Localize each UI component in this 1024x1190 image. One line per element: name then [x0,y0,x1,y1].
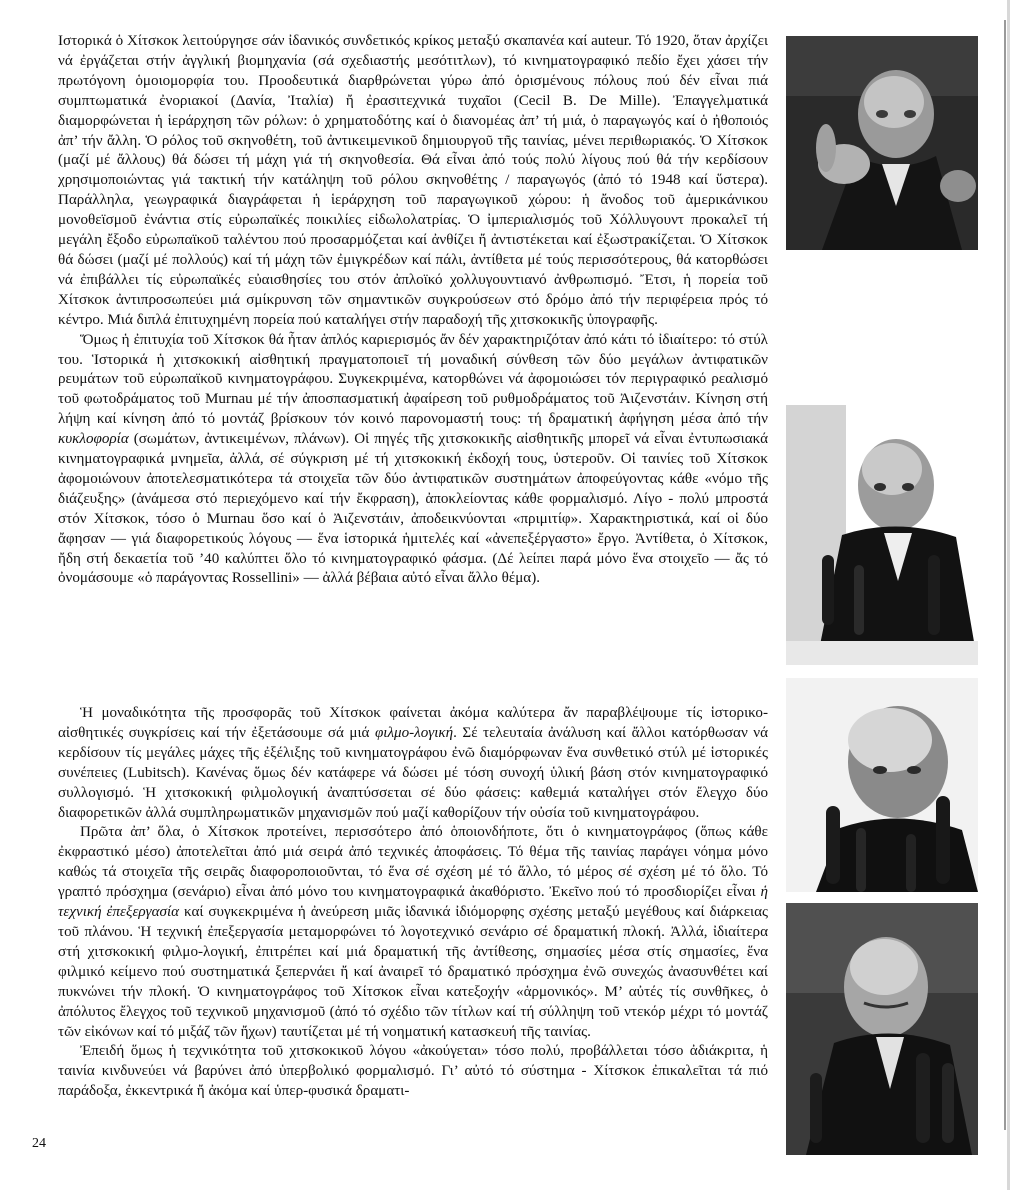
scan-edge-line [1004,20,1006,1130]
paragraph-2-text-b: (σωμάτων, ἀντικειμένων, πλάνων). Οἱ πηγές τῆς χιτσκοκικῆς αἰσθητικῆς μπορεῖ νά εἶναι ἐντυπωσιακά κινηματογραφικά μνημεῖα, ἀλλά, σέ σύγκριση μέ τή χιτσκοκική ἐκδοχή τους, ὑστεροῦν. Οἱ ταινίες τοῦ Χίτσκοκ ἀφομοιώνουν ἀποτελεσματικότερα τά στοιχεῖα τῶν δύο ἀντιφατικῶν συστημάτων ἀποφεύγοντας κάθε «νόμο τῆς διάζευξης» (ἀνάμεσα στό περιεχόμενο καί τήν ἔκφραση), ἀποκλείοντας κάθε φορμαλισμό. Λίγο - πολύ μπροστά στόν Χίτσκοκ, τόσο ὁ Murnau ὅσο καί ὁ Ἀιζενστάιν, ἀποδεικνύονται «πριμιτίφ». Χαρακτηριστικά, καί οἱ δύο ἄφησαν — γιά διαφορετικούς λόγους — ἕνα ἱστορικά ἡμιτελές καί «ἀνεπεξέργαστο» ἔργο. Ἀντίθετα, ὁ Χίτσκοκ, ἤδη στή δεκαετία τοῦ ’40 καλύπτει ὅλο τό κινηματογραφικό φάσμα. (Δέ λείπει παρά μόνο ἕνα στοιχεῖο — ἄς τό ὀνομάσουμε «ὁ παράγοντας Rossellini» — ἀλλά βέβαια αὐτό εἶναι ἄλλο θέμα). [58,431,768,587]
photo-hitchcock-looking-down [786,903,978,1155]
photo-hitchcock-microphones [786,405,978,665]
photo-3-image [786,678,978,892]
paragraph-2-text-a: Ὅμως ἡ ἐπιτυχία τοῦ Χίτσκοκ θά ἦταν ἁπλός καριερισμός ἄν δέν χαρακτηριζόταν ἀπό κάτι τό ἰδιαίτερο: τό στύλ του. Ἱστορικά ἡ χιτσκοκική αἰσθητική πραγματοποιεῖ τή μοναδική σύνθεση τῶν δύο μεγάλων ἀντιφατικῶν ρευμάτων τοῦ εὐρωπαϊκοῦ κινηματογράφου. Συγκεκριμένα, κατορθώνει νά ἀφομοιώσει τόν περιγραφικό ρεαλισμό τοῦ φωτοδράματος τοῦ Murnau μέ τήν ἀποσπασματική ἀφαίρεση τοῦ ρυθμοδράματος τοῦ Ἀιζενστάιν. Κίνηση στή λήψη καί κίνηση ἀπό τό μοντάζ βρίσκουν τόν κοινό παρονομαστή τους: τή δραματική ἀφήγηση μέσα ἀπό τήν [58,331,768,428]
page-number: 24 [32,1136,46,1151]
paragraph-4-text-b: καί συγκεκριμένα ἡ ἀνεύρεση μιᾶς ἰδανικά ἰδιόμορφης σχέσης μεταξύ μεγέθους καί διάρκειας τοῦ πλάνου. Ἡ τεχνική ἐπεξεργασία μεταμορφώνει τό λογοτεχνικό σενάριο σέ δραματική πλοκή. Ἀλλά, ἰδιαίτερα στή χιτσκοκική φιλμο-λογική, ἐπιτρέπει καί μιά δραματική τῆς ἀντίθεσης, σημασίες μέσα στίς σημασίες, ἕνα φιλμικό κείμενο πού συστηματικά ξεπερνάει ἤ καί ἀναιρεῖ τό δραματικό πρόσχημα ἐνῶ συνεχώς ἀνασυνθέτει καί πυκνώνει τήν πλοκή. Ὁ κινηματογράφος τοῦ Χίτσκοκ εἶναι κατεξοχήν «ἁρμονικός». Μ’ αὐτές τίς συνθῆκες, ὁ ἀπόλυτος ἔλεγχος τοῦ τεχνικοῦ μηχανισμοῦ (ἀπό τό σχέδιο τῶν τίτλων καί τή σύλληψη τοῦ ντεκόρ μέχρι τό μοντάζ τῶν εἰκόνων καί τό μιξάζ τῶν ἤχων) ταυτίζεται μέ τή νοηματική κατασκευή τῆς ταινίας. [58,904,768,1040]
photo-4-image [786,903,978,1155]
photo-1-image [786,36,978,250]
article-column-top [58,32,768,589]
paragraph-4 [58,823,768,1042]
paragraph-4-italic: ἡ τεχνική ἐπεξεργασία [58,884,768,921]
article-column-bottom [58,704,768,1102]
photo-hitchcock-profile [786,678,978,892]
photo-hitchcock-gesturing [786,36,978,250]
paragraph-4-text-a: Πρῶτα ἀπ’ ὅλα, ὁ Χίτσκοκ προτείνει, περισσότερο ἀπό ὁποιονδήποτε, ὅτι ὁ κινηματογράφος (ὅπως κάθε ἐκφραστικό μέσο) ἀποτελεῖται ἀπό μιά σειρά ἀπό τεχνικές ἀποφάσεις. Τό θέμα τῆς ταινίας παράγει νόημα μόνο καθώς τά στοιχεῖα τῆς σειρᾶς διαφοροποιοῦνται, τό ἕνα σέ σχέση μέ τό ἄλλο, τό μέρος σέ σχέση μέ τό ὅλο. Τό γραπτό πρόσχημα (σενάριο) εἶναι ἀπό μόνο του κινηματογραφικά ἀκαθόριστο. Ἐκεῖνο πού τό προσδιορίζει εἶναι [58,824,768,901]
paragraph-3-text-b: . Σέ τελευταία ἀνάλυση καί ἄλλοι κατόρθωσαν νά κερδίσουν τίς μεγάλες μάχες τῆς ἐξέλιξης τοῦ κινηματογράφου ἐνῶ διαμόρφωναν ἕνα συνθετικό στύλ μέ ἱστορικές συνέπειες (Lubitsch). Κανένας ὅμως δέν κατάφερε νά δώσει μέ τόση συνοχή ὑλική βάση στόν κινηματογραφικό συλλογισμό. Ἡ χιτσκοκική φιλμολογική ἀναπτύσσεται σέ δύο φάσεις: καθεμιά καταλήγει στόν ἔλεγχο δύο διαφορετικῶν ἀλλά συμπληρωματικῶν μηχανισμῶν πού μαζί καθορίζουν τήν οὐσία τοῦ κινηματογράφου. [58,724,768,821]
paragraph-3 [58,704,768,823]
paragraph-2-italic: κυκλοφορία [58,431,129,448]
paragraph-1: Ιστορικά ὁ Χίτσκοκ λειτούργησε σάν ἰδανικός συνδετικός κρίκος μεταξύ σκαπανέα καί auteur. Τό 1920, ὅταν ἀρχίζει νά ἐργάζεται στήν ἀγγλική βιομηχανία (σά σχεδιαστής μεσότιτλων), τό κινηματογραφικό πεδίο ἔχει χάσει τήν πρωτόγονη ὁμοιομορφία του. Προοδευτικά διαρθρώνεται γύρω ἀπό ὁρισμένους πόλους πού δέν εἶναι πιά συμπτωματικά ἐνοριακοί (Δανία, Ἰταλία) ἤ ἐρασιτεχνικά τυχαῖοι (Cecil B. De Mille). Ἐπαγγελματικά διαμορφώνεται ἡ ἱεράρχηση τῶν ρόλων: ὁ χρηματοδότης καί ὁ διανομέας ἀπ’ τή μιά, ὁ παραγωγός καί ὁ ἠθοποιός ἀπ’ τήν ἄλλη. Ὁ ρόλος τοῦ σκηνοθέτη, τοῦ ἀντικειμενικοῦ δημιουργοῦ τῆς ταινίας, μένει περιθωριακός. Ὁ Χίτσκοκ (μαζί μέ ἄλλους) θά δώσει τή μάχη γιά τή σκηνοθεσία. Θά εἶναι ἀπό τούς πολύ λίγους πού θά τήν κερδίσουν χρησιμοποιώντας γιά τακτική τήν κατάληψη τοῦ ρόλου σκηνοθέτης / παραγωγός (ἀπό τό 1948 καί ὕστερα). Παράλληλα, γεωγραφικά διαγράφεται ἡ ἱεράρχηση τοῦ παραγωγικοῦ χώρου: ἡ ἄνοδος τοῦ ἀμερικάνικου μονοθεϊσμοῦ ἐνάντια στίς εὐρωπαϊκές ποικιλίες εἰδωλολατρίας. Ὁ ἰμπεριαλισμός τοῦ Χόλλυγουντ προκαλεῖ τή μεγάλη ἔξοδο εὐρωπαϊκοῦ ταλέντου πού προσαρμόζεται καί ἀνθίζει ἤ ἀντιστέκεται καί ἐξωστρακίζεται. Ὁ Χίτσκοκ θά δώσει (μαζί μέ πολλούς) καί τή μάχη τῶν ἐμιγκρέδων καί πάλι, ἀντίθετα μέ τούς περισσότερους, θά κατορθώσει νά ἐπιβάλλει τίς εὐρωπαϊκές εὐαισθησίες του στόν ἀπλοϊκό χολλυγουντιανό ἀνθρωπισμό. Ἔτσι, ἡ πορεία τοῦ Χίτσκοκ ἀντιπροσωπεύει μιά σμίκρυνση τῶν σημαντικῶν συγκρούσεων στό δρόμο ἀπό τήν περιφέρεια πρός τό κέντρο. Μιά διπλά ἐπιτυχημένη πορεία πού καταλήγει στήν παραδοχή τῆς χιτσκοκικῆς ὑπογραφῆς. [58,33,768,328]
paragraph-3-text-a: Ἡ μοναδικότητα τῆς προσφορᾶς τοῦ Χίτσκοκ φαίνεται ἀκόμα καλύτερα ἄν παραβλέψουμε τίς ἱστορικο-αἰσθητικές συγκρίσεις καί τήν ἐξετάσουμε σά μιά [58,705,768,741]
scan-edge [1007,0,1010,1190]
photo-2-image [786,405,978,665]
paragraph-3-italic: φιλμο-λογική [374,724,454,741]
paragraph-5: Ἐπειδή ὅμως ἡ τεχνικότητα τοῦ χιτσκοκικοῦ λόγου «ἀκούγεται» τόσο πολύ, προβάλλεται τόσο ἀδιάκριτα, ἡ ταινία κινδυνεύει νά βαρύνει ἀπό ὑπερβολικό φορμαλισμό. Γι’ αὐτό τό σύστημα - Χίτσκοκ ἐπικαλεῖται τά πιό παράδοξα, ἐκκεντρικά ἤ ἀκόμα καί ὑπερ-φυσικά δραματι- [58,1043,768,1100]
paragraph-2 [58,331,768,590]
